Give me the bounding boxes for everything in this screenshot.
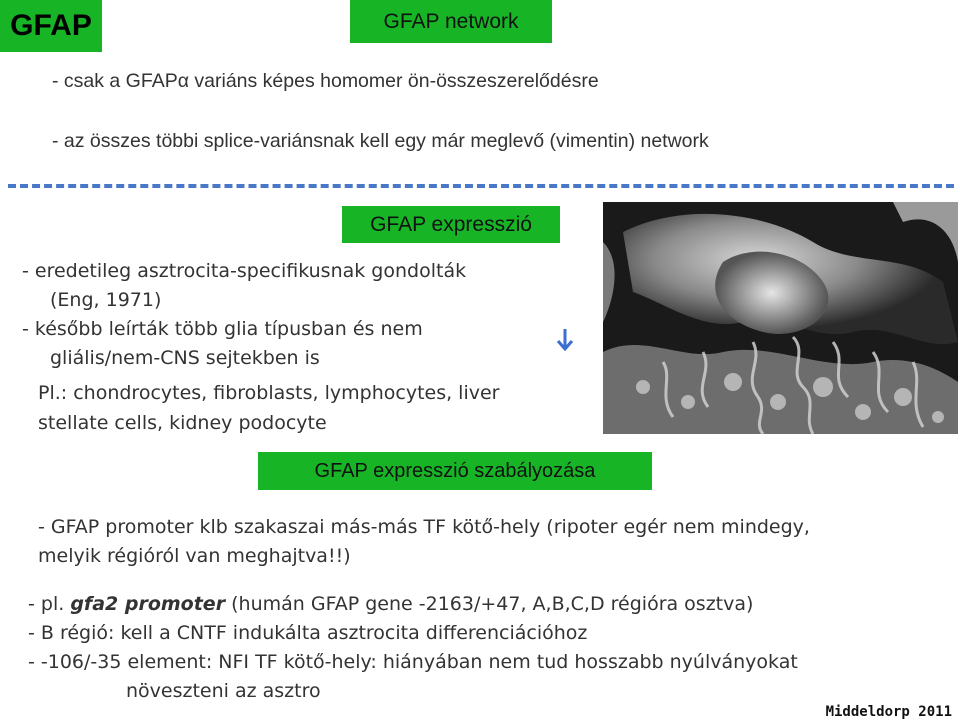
expression-line-3: - később leírták több glia típusban és nem (22, 318, 423, 340)
regulation-detail-2: - B régió: kell a CNTF indukálta asztrocita differenciációhoz (28, 622, 588, 644)
regulation-detail-3: - -106/-35 element: NFI TF kötő-hely: hiányában nem tud hosszabb nyúlványokat (28, 651, 798, 673)
regulation-heading: GFAP expresszió szabályozása (258, 452, 652, 490)
regulation-detail-4: növeszteni az asztro (126, 680, 321, 702)
network-heading: GFAP network (350, 0, 552, 43)
citation-credit: Middeldorp 2011 (825, 704, 952, 720)
down-arrow-icon (556, 328, 574, 352)
expression-line-4: gliális/nem-CNS sejtekben is (50, 347, 320, 369)
slide-title: GFAP (0, 0, 102, 52)
network-item-2: - az összes többi splice-variánsnak kell egy már meglevő (vimentin) network (52, 130, 709, 152)
section-divider (8, 184, 954, 188)
regulation-detail-1 (28, 595, 753, 614)
expression-line-2: (Eng, 1971) (50, 289, 162, 311)
network-item-1: - csak a GFAPα variáns képes homomer ön-összeszerelődésre (52, 70, 599, 92)
regulation-line-1: - GFAP promoter klb szakaszai más-más TF kötő-hely (ripoter egér nem mindegy, (38, 516, 810, 538)
detail-1-suffix: (humán GFAP gene -2163/+47, A,B,C,D régióra osztva) (225, 593, 754, 615)
expression-heading: GFAP expresszió (342, 206, 560, 243)
expression-line-5: Pl.: chondrocytes, fibroblasts, lymphocytes, liver (38, 382, 500, 404)
expression-line-1: - eredetileg asztrocita-specifikusnak gondolták (22, 260, 467, 282)
astrocyte-micrograph (603, 202, 958, 434)
regulation-line-2: melyik régióról van meghajtva!!) (38, 545, 351, 567)
gfa2-promoter-term: gfa2 promoter (70, 593, 226, 615)
detail-1-prefix: - pl. (28, 593, 71, 615)
expression-line-6: stellate cells, kidney podocyte (38, 412, 327, 434)
